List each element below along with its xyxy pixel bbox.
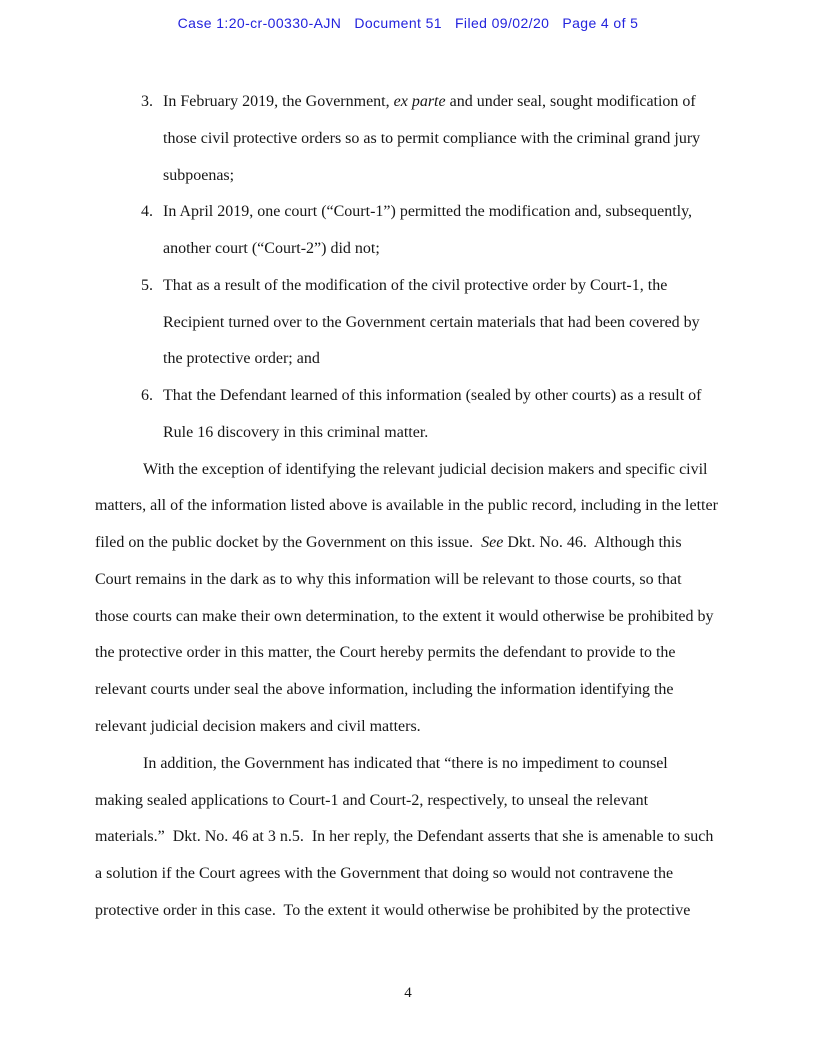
text-line bbox=[95, 856, 731, 893]
text-segment: Dkt. No. 46. Although this bbox=[503, 534, 682, 552]
text-segment: the protective order; and bbox=[163, 350, 320, 368]
text-segment: Court remains in the dark as to why this information will be relevant to those courts, so that bbox=[95, 570, 682, 588]
list-item-number: 3. bbox=[141, 93, 153, 110]
case-stamp-part: Filed 09/02/20 bbox=[454, 15, 550, 31]
text-segment: In February 2019, the Government, bbox=[163, 93, 394, 110]
list-item-number: 4. bbox=[141, 203, 153, 221]
text-segment: That the Defendant learned of this information (sealed by other courts) as a result of bbox=[163, 387, 702, 405]
text-line bbox=[163, 121, 731, 158]
text-line bbox=[95, 599, 731, 636]
text-line bbox=[95, 893, 731, 930]
text-segment: the protective order in this matter, the Court hereby permits the defendant to provide to the bbox=[95, 644, 676, 662]
text-line bbox=[163, 415, 731, 452]
text-line bbox=[163, 231, 731, 268]
page-number: 4 bbox=[404, 985, 412, 1001]
text-segment: With the exception of identifying the relevant judicial decision makers and specific civil bbox=[143, 460, 708, 478]
list-item bbox=[95, 194, 731, 268]
text-segment: filed on the public docket by the Government on this issue. bbox=[95, 534, 482, 552]
text-segment: Rule 16 discovery in this criminal matter. bbox=[163, 423, 429, 441]
text-segment: matters, all of the information listed above is available in the public record, including in the letter bbox=[95, 497, 718, 515]
list-item-number: 5. bbox=[141, 276, 153, 294]
text-segment: relevant judicial decision makers and civil matters. bbox=[95, 718, 421, 736]
italic-text: See bbox=[481, 534, 504, 552]
list-item bbox=[95, 84, 731, 194]
text-segment: another court (“Court-2”) did not; bbox=[163, 240, 380, 258]
paragraph bbox=[95, 452, 731, 746]
text-segment: subpoenas; bbox=[163, 166, 235, 184]
text-line bbox=[95, 635, 731, 672]
text-line bbox=[95, 672, 731, 709]
text-line bbox=[95, 746, 731, 783]
text-segment: protective order in this case. To the extent it would otherwise be prohibited by the protective bbox=[95, 901, 691, 919]
text-line bbox=[163, 305, 731, 342]
text-line bbox=[95, 488, 731, 525]
text-segment: In addition, the Government has indicated that “there is no impediment to counsel bbox=[143, 754, 668, 772]
document-body bbox=[95, 84, 731, 930]
text-segment: making sealed applications to Court-1 and Court-2, respectively, to unseal the relevant bbox=[95, 791, 649, 809]
text-line bbox=[95, 819, 731, 856]
text-line bbox=[163, 194, 731, 231]
text-line bbox=[163, 268, 731, 305]
italic-text: ex parte bbox=[393, 93, 446, 110]
list-item-number: 6. bbox=[141, 387, 153, 405]
case-stamp-part: Page 4 of 5 bbox=[562, 15, 639, 31]
case-stamp-part: Case 1:20-cr-00330-AJN bbox=[177, 15, 342, 31]
text-line bbox=[163, 341, 731, 378]
text-segment: those civil protective orders so as to permit compliance with the criminal grand jury bbox=[163, 129, 701, 147]
text-line bbox=[95, 783, 731, 820]
text-line bbox=[95, 525, 731, 562]
list-item bbox=[95, 268, 731, 378]
case-stamp bbox=[0, 15, 816, 31]
text-line bbox=[163, 378, 731, 415]
paragraph bbox=[95, 746, 731, 930]
text-line bbox=[163, 158, 731, 195]
text-segment: relevant courts under seal the above information, including the information identifying the bbox=[95, 681, 674, 699]
text-segment: those courts can make their own determination, to the extent it would otherwise be prohibited by bbox=[95, 607, 714, 625]
text-segment: That as a result of the modification of the civil protective order by Court-1, the bbox=[163, 276, 668, 294]
text-line bbox=[95, 452, 731, 489]
text-segment: and under seal, sought modification of bbox=[445, 93, 696, 110]
list-item bbox=[95, 378, 731, 452]
case-stamp-part: Document 51 bbox=[354, 15, 442, 31]
text-segment: a solution if the Court agrees with the Government that doing so would not contravene the bbox=[95, 865, 674, 883]
text-segment: In April 2019, one court (“Court-1”) permitted the modification and, subsequently, bbox=[163, 203, 693, 221]
text-segment: materials.” Dkt. No. 46 at 3 n.5. In her reply, the Defendant asserts that she is amenable to such bbox=[95, 828, 714, 846]
text-segment: Recipient turned over to the Government certain materials that had been covered by bbox=[163, 313, 700, 331]
text-line bbox=[95, 562, 731, 599]
text-line bbox=[95, 709, 731, 746]
text-line bbox=[163, 84, 731, 121]
